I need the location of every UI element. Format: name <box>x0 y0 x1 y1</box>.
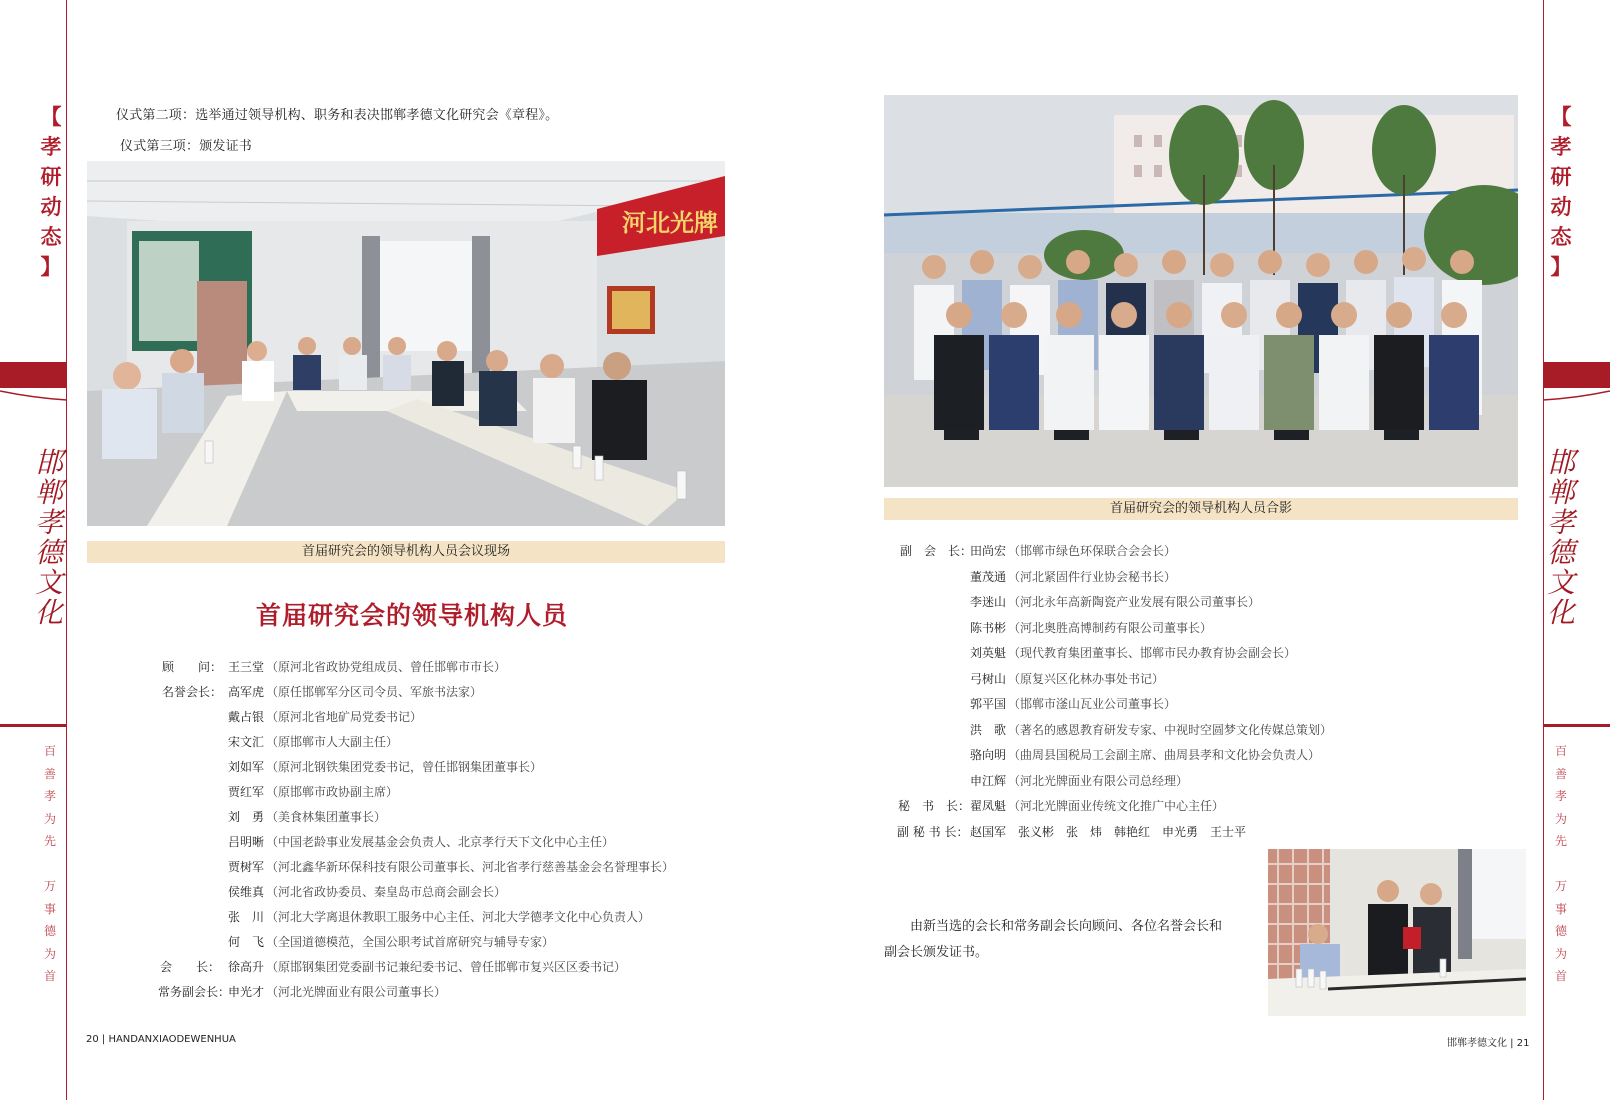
roster-desc: （原河北省地矿局党委书记） <box>266 710 423 724</box>
roster-desc: （中国老龄事业发展基金会负责人、北京孝行天下文化中心主任） <box>266 835 615 849</box>
roster-name: 陈书彬 <box>970 620 1007 635</box>
group-photo <box>884 95 1518 487</box>
tag-bracket-open: 【 <box>40 105 62 129</box>
group-photo-caption: 首届研究会的领导机构人员合影 <box>884 498 1518 520</box>
roster-name: 赵国军 张义彬 张 炜 韩艳红 申光勇 王士平 <box>970 824 1247 839</box>
roster-row <box>800 539 1540 564</box>
motto-char: 孝 <box>1554 789 1567 803</box>
tag-char: 研 <box>1550 165 1572 189</box>
roster-name: 田尚宏 <box>970 544 1007 558</box>
motto-char: 事 <box>1554 901 1567 916</box>
callig-char: 邯 <box>34 446 63 479</box>
motto-char: 善 <box>1554 766 1567 781</box>
roster-name: 李迷山 <box>970 595 1007 609</box>
intro-line-2: 仪式第三项：颁发证书 <box>120 139 253 154</box>
motto-char: 百 <box>43 744 56 758</box>
roster-row <box>800 692 1540 717</box>
ceremony-text-line-1: 由新当选的会长和常务副会长向顾问、各位名誉会长和 <box>910 919 1223 934</box>
motto-char: 为 <box>43 946 56 961</box>
roster-row <box>0 980 800 1005</box>
roster-desc: （著名的感恩教育研发专家、中视时空圆梦文化传媒总策划） <box>1008 722 1333 737</box>
roster-row <box>800 743 1540 768</box>
roster-row <box>800 641 1540 666</box>
roster-desc: （现代教育集团董事长、邯郸市民办教育协会副会长） <box>1008 646 1297 660</box>
tag-bracket-close: 】 <box>1550 255 1572 279</box>
roster-title: 名誉会长： <box>162 685 223 699</box>
roster-desc: （河北永年高新陶瓷产业发展有限公司董事长） <box>1008 595 1261 609</box>
roster-row <box>0 830 800 855</box>
tag-char: 孝 <box>1550 135 1572 159</box>
roster-row <box>800 794 1540 819</box>
tag-char: 孝 <box>40 135 62 159</box>
photo-banner-text: 河北光牌 <box>622 209 718 237</box>
roster-row <box>800 718 1540 743</box>
motto-char: 先 <box>1554 834 1567 848</box>
motto-char: 为 <box>1554 946 1567 961</box>
roster-desc: （河北光牌面业传统文化推广中心主任） <box>1008 799 1225 813</box>
ceremony-text-line-2: 副会长颁发证书。 <box>884 945 989 960</box>
roster-name: 戴占银 <box>228 710 265 724</box>
motto-char: 百 <box>1554 744 1567 758</box>
motto-char: 善 <box>43 766 56 781</box>
roster-row <box>0 930 800 955</box>
roster-name: 翟凤魁 <box>970 799 1007 813</box>
callig-char: 德 <box>1546 536 1575 569</box>
left-calligraphy-logo <box>32 448 66 628</box>
right-red-band <box>1543 362 1610 402</box>
roster-desc: （原河北钢铁集团党委书记，曾任邯钢集团董事长） <box>266 760 543 774</box>
left-roster <box>0 655 800 1015</box>
roster-name: 徐高升 <box>228 960 265 974</box>
roster-title: 副 会 长： <box>900 544 973 558</box>
callig-char: 文 <box>34 566 63 599</box>
right-motto <box>1551 740 1571 988</box>
roster-name: 何 飞 <box>228 935 265 949</box>
roster-name: 刘 勇 <box>228 810 265 824</box>
right-roster <box>800 539 1540 839</box>
roster-desc: （邯郸市绿色环保联合会会长） <box>1008 544 1177 558</box>
roster-title: 副 秘 书 长： <box>897 824 969 839</box>
roster-desc: （原邯郸市人大副主任） <box>266 735 399 749</box>
roster-name: 洪 歌 <box>970 722 1007 737</box>
meeting-photo <box>87 161 725 526</box>
roster-name: 申光才 <box>228 985 265 999</box>
section-title: 首届研究会的领导机构人员 <box>256 601 569 630</box>
roster-name: 宋文汇 <box>228 735 265 749</box>
roster-row <box>0 705 800 730</box>
motto-char: 为 <box>43 811 56 826</box>
tag-char: 动 <box>1550 195 1572 219</box>
roster-desc: （原任邯郸军分区司令员、军旅书法家） <box>266 685 483 699</box>
motto-char: 万 <box>43 879 56 893</box>
meeting-photo-caption: 首届研究会的领导机构人员会议现场 <box>87 541 725 563</box>
motto-char: 德 <box>43 924 56 938</box>
right-section-tag <box>1546 102 1576 282</box>
callig-char: 文 <box>1546 566 1575 599</box>
roster-desc: （河北鑫华新环保科技有限公司董事长、河北省孝行慈善基金会名誉理事长） <box>266 860 675 874</box>
tag-bracket-open: 【 <box>1550 105 1572 129</box>
roster-name: 董茂通 <box>970 569 1007 584</box>
left-red-band <box>0 362 67 402</box>
roster-name: 高军虎 <box>228 685 265 699</box>
roster-title: 秘 书 长： <box>898 799 971 813</box>
roster-name: 郭平国 <box>970 697 1007 711</box>
roster-name: 吕明晰 <box>228 835 265 849</box>
roster-desc: （美食林集团董事长） <box>266 810 387 824</box>
motto-char: 万 <box>1554 879 1567 893</box>
left-page-number: 20 | HANDANXIAODEWENHUA <box>86 1034 236 1045</box>
left-section-tag <box>36 102 66 282</box>
tag-char: 态 <box>1550 225 1572 249</box>
callig-char: 孝 <box>1546 506 1575 539</box>
roster-desc: （邯郸市滏山瓦业公司董事长） <box>1008 697 1177 711</box>
roster-name: 贾红军 <box>228 785 265 799</box>
roster-row <box>0 655 800 680</box>
roster-row <box>0 755 800 780</box>
roster-desc: （原复兴区化林办事处书记） <box>1008 671 1165 686</box>
tag-bracket-close: 】 <box>40 255 62 279</box>
roster-desc: （原邯钢集团党委副书记兼纪委书记、曾任邯郸市复兴区区委书记） <box>266 960 627 974</box>
roster-row <box>800 820 1540 845</box>
roster-row <box>0 880 800 905</box>
roster-row <box>0 805 800 830</box>
roster-row <box>800 590 1540 615</box>
roster-name: 刘英魁 <box>970 646 1007 660</box>
roster-row <box>800 769 1540 794</box>
intro-line-1: 仪式第二项：选举通过领导机构、职务和表决邯郸孝德文化研究会《章程》。 <box>116 108 559 123</box>
motto-char: 为 <box>1554 811 1567 826</box>
roster-title: 常务副会长： <box>158 985 231 999</box>
roster-row <box>0 780 800 805</box>
motto-char: 首 <box>43 969 56 983</box>
roster-row <box>800 616 1540 641</box>
motto-char: 先 <box>43 834 56 848</box>
motto-char: 孝 <box>43 789 56 803</box>
roster-desc: （原邯郸市政协副主席） <box>266 785 399 799</box>
roster-name: 张 川 <box>228 910 265 924</box>
roster-name: 贾树军 <box>228 860 265 874</box>
roster-row <box>0 680 800 705</box>
callig-char: 孝 <box>34 506 63 539</box>
roster-name: 王三堂 <box>228 660 265 674</box>
callig-char: 郸 <box>1546 476 1575 509</box>
roster-desc: （原河北省政协党组成员、曾任邯郸市市长） <box>266 660 507 674</box>
roster-desc: （河北光牌面业有限公司总经理） <box>1008 773 1189 788</box>
motto-char: 首 <box>1554 969 1567 983</box>
tag-char: 态 <box>40 225 62 249</box>
roster-name: 骆向明 <box>970 748 1007 762</box>
callig-char: 化 <box>1546 596 1575 629</box>
roster-name: 申江辉 <box>970 773 1007 788</box>
certificate-photo <box>1268 849 1526 1016</box>
tag-char: 动 <box>40 195 62 219</box>
callig-char: 德 <box>34 536 63 569</box>
right-page-number: 邯郸孝德文化 | 21 <box>1447 1038 1530 1049</box>
roster-desc: （河北光牌面业有限公司董事长） <box>266 985 447 999</box>
callig-char: 化 <box>34 596 63 629</box>
roster-desc: （河北大学离退休教职工服务中心主任、河北大学德孝文化中心负责人） <box>266 910 651 924</box>
roster-name: 侯维真 <box>228 885 265 899</box>
roster-desc: （河北紧固件行业协会秘书长） <box>1008 569 1177 584</box>
roster-desc: （全国道德模范，全国公职考试首席研究与辅导专家） <box>266 935 555 949</box>
roster-row <box>800 565 1540 590</box>
roster-desc: （曲周县国税局工会副主席、曲周县孝和文化协会负责人） <box>1008 748 1321 762</box>
right-red-thin-band <box>1543 724 1610 727</box>
roster-title: 顾 问： <box>162 660 223 674</box>
roster-desc: （河北奥胜高博制药有限公司董事长） <box>1008 620 1213 635</box>
roster-name: 刘如军 <box>228 760 265 774</box>
motto-spacer <box>1551 853 1571 876</box>
callig-char: 郸 <box>34 476 63 509</box>
roster-row <box>800 667 1540 692</box>
callig-char: 邯 <box>1546 446 1575 479</box>
roster-title: 会 长： <box>160 960 221 974</box>
roster-row <box>0 855 800 880</box>
roster-desc: （河北省政协委员、秦皇岛市总商会副会长） <box>266 885 507 899</box>
roster-row <box>0 905 800 930</box>
motto-char: 事 <box>43 901 56 916</box>
tag-char: 研 <box>40 165 62 189</box>
roster-row <box>0 955 800 980</box>
motto-char: 德 <box>1554 924 1567 938</box>
roster-name: 弓树山 <box>970 671 1007 686</box>
roster-row <box>0 730 800 755</box>
right-calligraphy-logo <box>1544 448 1578 628</box>
